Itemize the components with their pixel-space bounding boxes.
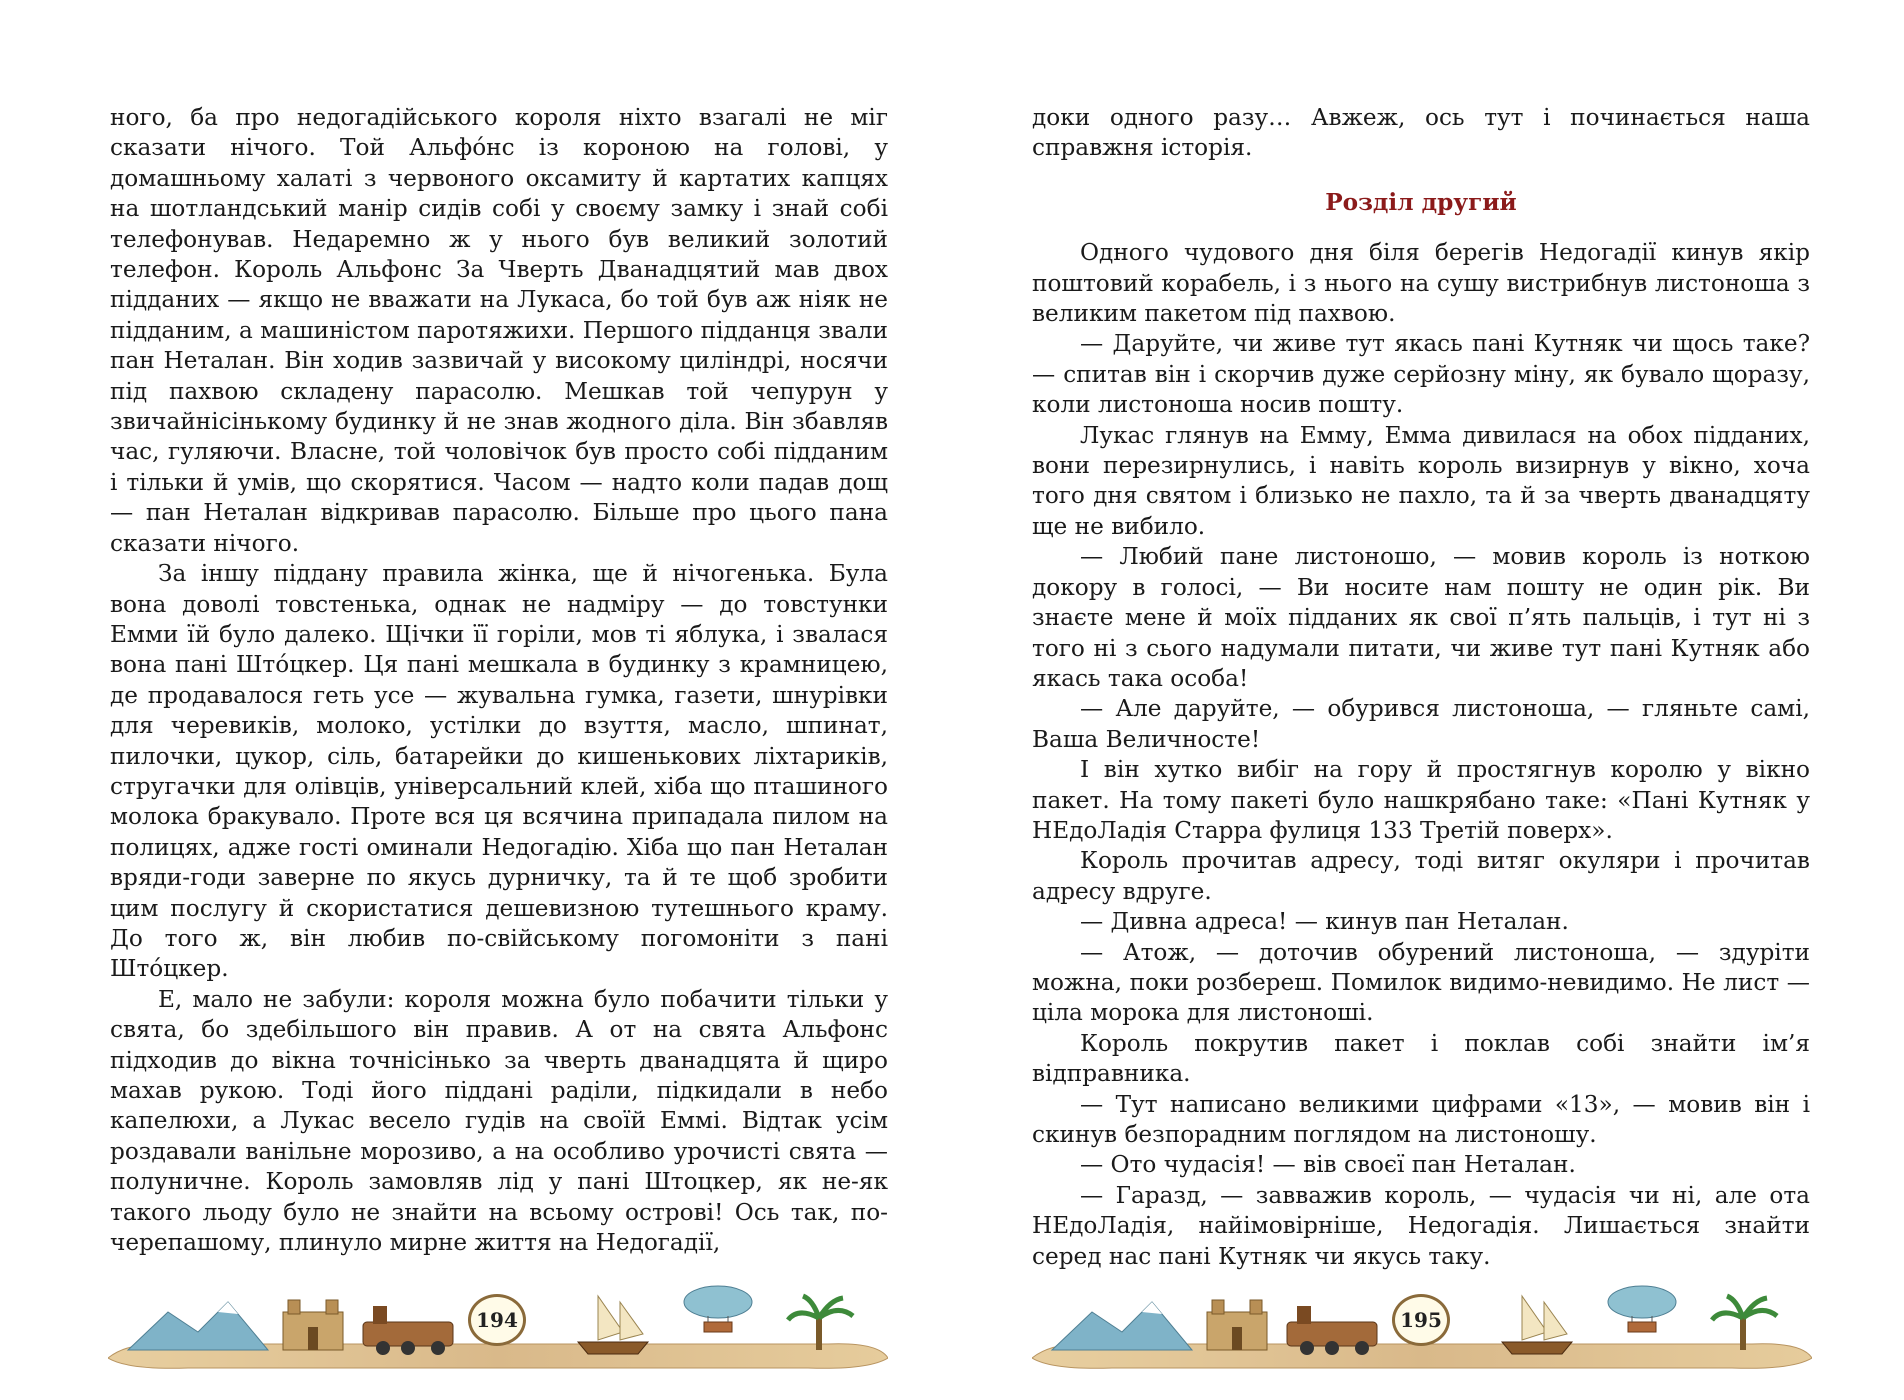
page-number-badge bbox=[1392, 1294, 1450, 1346]
paragraph: Одного чудового дня біля берегів Недогадії кинув якір поштовий корабель, і з нього на сушу вистрибнув листоноша з великим пакетом під пахвою. bbox=[1032, 239, 1810, 328]
paragraph: — Тут написано великими цифрами «13», — мовив він і скинув безпорадним поглядом на листоношу. bbox=[1032, 1090, 1810, 1148]
sailing-ship-illustration bbox=[578, 1296, 648, 1354]
footer-illustration bbox=[108, 1272, 888, 1372]
paragraph: ного, ба про недогадійського короля ніхто взагалі не міг сказати нічого. Той Альфо́нс із короною на голові, у домашньому халаті з червоного оксамиту й картатих капцях на шотландський манір сидів собі у своєму замку і знай собі телефонував. Недаремно ж у нього був великий золотий телефон. Король Альфонс За Чверть Дванадцятий мав двох підданих — якщо не вважати на Лукаса, бо той був аж ніяк не підданим, а машиністом паротяжихи. Першого підданця звали пан Неталан. Він ходив зазвичай у високому циліндрі, носячи під пахвою складену парасолю. Мешкав той чепурун у звичайнісінькому будинку й не знав жодного діла. Він збавляв час, гуляючи. Власне, той чоловічок був просто собі підданим і тільки й умів, що скорятися. Часом — надто коли падав дощ — пан Неталан відкривав парасолю. Більше про цього пана сказати нічого. bbox=[110, 104, 888, 557]
airship-illustration bbox=[684, 1286, 752, 1332]
paragraph: Король прочитав адресу, тоді витяг окуляри і прочитав адресу вдруге. bbox=[1032, 847, 1810, 905]
paragraph: — Гаразд, — завважив король, — чудасія чи ні, але ота НЕдоЛадія, найімовірніше, Недогадія. Лишається знайти серед нас пані Кутняк чи якусь таку. bbox=[1032, 1181, 1810, 1270]
paragraph: — Любий пане листоношо, — мовив король із ноткою докору в голосі, — Ви носите нам пошту не один рік. Ви знаєте мене й моїх підданих як свої п’ять пальців, і тут ні з того ні з сього надумали питати, чи живе тут пані Кутняк або якась така особа! bbox=[1032, 543, 1810, 692]
palm-tree-illustration bbox=[1712, 1296, 1777, 1350]
steam-train-illustration bbox=[1287, 1306, 1377, 1355]
chapter-title: Розділ другий bbox=[1325, 188, 1517, 216]
right-page bbox=[952, 0, 1904, 1400]
castle-illustration bbox=[1207, 1300, 1267, 1350]
right-page-text bbox=[1032, 103, 1810, 1272]
sailing-ship-illustration bbox=[1502, 1296, 1572, 1354]
island-mountain-illustration bbox=[128, 1302, 268, 1350]
airship-illustration bbox=[1608, 1286, 1676, 1332]
island-mountain-illustration bbox=[1052, 1302, 1192, 1350]
left-page-text bbox=[110, 103, 888, 1258]
paragraph: — Дивна адреса! — кинув пан Неталан. bbox=[1080, 908, 1569, 936]
palm-tree-illustration bbox=[788, 1296, 853, 1350]
page-number: 195 bbox=[1392, 1294, 1450, 1346]
paragraph: — Даруйте, чи живе тут якась пані Кутняк чи щось таке? — спитав він і скорчив дуже серйозну міну, як бувало щоразу, коли листоноша носив пошту. bbox=[1032, 330, 1810, 419]
paragraph: І він хутко вибіг на гору й простягнув королю у вікно пакет. На тому пакеті було нашкрябано таке: «Пані Кутняк у НЕдоЛадія Старра фулиця 133 Третій поверх». bbox=[1032, 756, 1810, 844]
paragraph: За іншу піддану правила жінка, ще й нічогенька. Була вона доволі товстенька, однак не надміру — до товстунки Емми їй було далеко. Щічки її горіли, мов ті яблука, і звалася вона пані Што́цкер. Ця пані мешкала в будинку з крамницею, де продавалося геть усе — жувальна гумка, газети, шнурівки для черевиків, молоко, устілки до взуття, масло, шпинат, пилочки, цукор, сіль, батарейки до кишенькових ліхтариків, стругачки для олівців, універсальний клей, хіба що пташиного молока бракувало. Проте вся ця всячина припадала пилом на полицях, адже гості оминали Недогадію. Хіба що пан Неталан вряди-годи заверне по якусь дурничку, та й те щоб зробити цим послугу й скористатися дешевизною тутешнього краму. До того ж, він любив по-свійському погомоніти з пані Што́цкер. bbox=[110, 560, 888, 983]
steam-train-illustration bbox=[363, 1306, 453, 1355]
page-number: 194 bbox=[468, 1294, 526, 1346]
paragraph: Король покрутив пакет і поклав собі знайти ім’я відправника. bbox=[1032, 1029, 1810, 1088]
paragraph: доки одного разу… Авжеж, ось тут і починається наша справжня історія. bbox=[1032, 104, 1810, 162]
footer-illustration bbox=[1032, 1272, 1812, 1372]
paragraph: Е, мало не забули: короля можна було побачити тільки у свята, бо здебільшого він правив. А от на свята Альфонс підходив до вікна точнісінько за чверть дванадцята й щиро махав рукою. Тоді його піддані раділи, підкидали в небо капелюхи, а Лукас весело гудів на своїй Еммі. Відтак усім роздавали ванільне морозиво, а на особливо урочисті свята — полуничне. Король замовляв лід у пані Штоцкер, як не-як такого льоду було не знайти на всьому острові! Ось так, по-черепашому, плинуло мирне життя на Недогадії, bbox=[110, 985, 888, 1257]
paragraph: — Ото чудасія! — вів своєї пан Неталан. bbox=[1080, 1151, 1576, 1179]
page-number-badge bbox=[468, 1294, 526, 1346]
paragraph: — Але даруйте, — обурився листоноша, — гляньте самі, Ваша Величносте! bbox=[1032, 695, 1810, 753]
paragraph: — Атож, — доточив обурений листоноша, — здуріти можна, поки розбереш. Помилок видимо-невидимо. Не лист — ціла морока для листоноші. bbox=[1032, 938, 1810, 1027]
castle-illustration bbox=[283, 1300, 343, 1350]
paragraph: Лукас глянув на Емму, Емма дивилася на обох підданих, вони перезирнулись, і навіть король визирнув у вікно, хоча того дня святом і близько не пахло, та й за чверть дванадцяту ще не вибило. bbox=[1032, 421, 1810, 540]
